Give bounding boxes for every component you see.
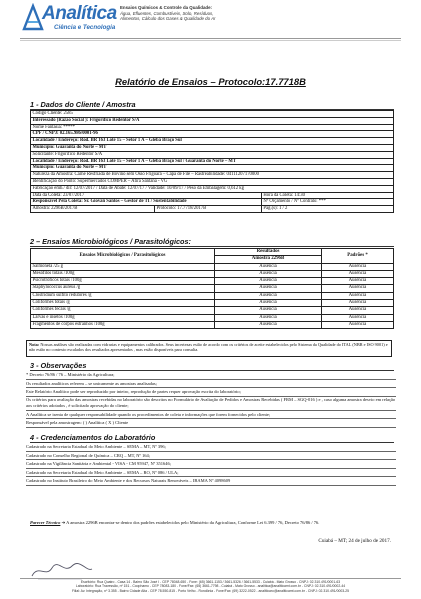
results-table [30, 248, 394, 329]
company-subtitle: Ciência e Tecnologia [54, 24, 116, 31]
table-row [31, 321, 394, 328]
test-standard: Ausência [322, 300, 394, 307]
client-row: Código Cliente: 2585 [31, 111, 394, 118]
test-standard: Ausência [322, 307, 394, 314]
protocol-id: Protocolo: 17.7718/2017B [155, 206, 262, 213]
test-name: Larvas e insetos /100g [31, 314, 215, 321]
calibration-note [26, 340, 392, 357]
test-standard: Ausência [322, 270, 394, 277]
client-row: Natureza da Amostra: Carne Resfriada de Bovino sem Osso Frigoara – Capa de Filé – Rastreabilidade: 04111207170000 [31, 172, 394, 179]
footer-divider [20, 578, 401, 579]
tagline-line-2: Água, Efluentes, Combustíveis, Solo, Resíduos, [120, 10, 214, 16]
test-name: Staphylococcus aureus /g [31, 285, 215, 292]
client-row: Nome Fantasia: ***** [31, 124, 394, 131]
client-data-table [30, 110, 394, 213]
test-name: Psicrotróficos totais /100g [31, 278, 215, 285]
test-result: Ausência [215, 300, 322, 307]
place-date: Cuiabá – MT; 24 de julho de 2017. [318, 538, 391, 544]
footer-branch: Filial: Av. Integração, nº 3.355 - Bairro Cidade Alta - CEP 78.550-815 - Porto Velho - Rondônia - Fone/Fax: (69) 3222-0522 - analiticaro@analiticamt.com.br - CNPJ: 02.310.491/0003-25 [71, 588, 350, 593]
test-standard: Ausência [322, 321, 394, 328]
test-result: Ausência [215, 278, 322, 285]
table-row [31, 292, 394, 299]
client-row: Fabricação emb./ dir: 12/07/2017 / Data de Abate: 12/07/17 / Validade: 10/09/17 / Peso da Embalagem: 0,612 kg [31, 185, 394, 192]
test-name: Fragmentos de corpos estranhos /100g [31, 321, 215, 328]
client-row: Interessado (Razão Social ): Frigorífico Redentor S/A [31, 117, 394, 124]
section-3-heading: 3 - Observações [30, 361, 87, 370]
technical-opinion-label: Parecer Técnico [30, 520, 61, 525]
budget-number: Nº Orçamento / Nº Contrato: *** [261, 199, 393, 206]
section-2-heading: 2 – Ensaios Microbiológicos / Parasitológicos: [30, 237, 191, 246]
credential-item: Cadastrado na Vigilância Sanitária e Ambiental - VISA - CM 95947, Nº 351646; [26, 460, 396, 469]
table-row [31, 270, 394, 277]
table-row [31, 307, 394, 314]
test-result: Ausência [215, 307, 322, 314]
observation-item: * Decreto 76/86 / 76 – Ministério da Agricultura; [26, 371, 396, 380]
test-standard: Ausência [322, 314, 394, 321]
test-standard: Ausência [322, 285, 394, 292]
client-row: Localidade / Endereço: Rod. BR 163 Lote 15 – Setor 1 A – Gleba Braço Sul / Guarantã do Norte – MT [31, 158, 394, 165]
sample-id: Amostra: 2296B/2017B [31, 206, 155, 213]
col-header-sample: Amostra 2296B [215, 256, 322, 263]
test-standard: Ausência [322, 278, 394, 285]
signature-stamp-icon [28, 560, 98, 582]
collect-date: Data da Coleta: 23/07/2017 [31, 192, 262, 199]
observation-item: A Analítica se isenta de qualquer responsabilidade quando os procedimentos de coleta e informações que forem fornecidos pelo cliente; [26, 411, 396, 420]
technical-opinion-text: A amostra 2296B encontra-se dentro dos padrões estabelecidos pelo Ministério da Agricultura, Conforme Lei 6.399 / 76, Decreto 76/86 / 76. [66, 520, 320, 525]
col-header-standard: Padrões * [322, 249, 394, 264]
company-logo [20, 3, 117, 37]
arrow-icon: ➜ [61, 520, 67, 525]
credential-item: Cadastrado no Instituto Brasileiro do Meio Ambiente e dos Recursos Naturais Renováveis – IBAMA Nº 4098609 [26, 477, 396, 486]
page-footer [0, 580, 421, 593]
client-row: Solicitante: Frigorífico Redentor S/A [31, 151, 394, 158]
test-result: Ausência [215, 321, 322, 328]
credential-item: Cadastrado na Secretaria Estadual do Meio Ambiente – SEMA – MT, Nº 396; [26, 443, 396, 452]
observation-item: Os resultados analíticos referem – se unicamente as amostras analisadas; [26, 380, 396, 389]
test-result: Ausência [215, 270, 322, 277]
client-row: Município: Guarantã do Norte – MT [31, 144, 394, 151]
observation-item: Este Relatório Analítico pode ser reproduzido por inteiro, reprodução de partes requer aprovação escrita do laboratório; [26, 388, 396, 397]
page-count: Pág.(s): 1 / 2 [261, 206, 393, 213]
credential-item: Cadastrado na Secretaria Estadual do Meio Ambiente – SEMA – RO, Nº 086 / ULA; [26, 469, 396, 478]
table-row [31, 263, 394, 270]
section-1-heading: 1 - Dados do Cliente / Amostra [30, 100, 136, 109]
col-header-test: Ensaios Microbiológicos / Parasitológicos [31, 249, 215, 264]
tagline-line-1: Ensaios Químicos & Controle da Qualidade: [120, 5, 212, 10]
test-result: Ausência [215, 285, 322, 292]
collect-responsible: Responsável Pela Coleta: Sr. Giovan Santos – Gestor de TI / Sustentabilidade [31, 199, 262, 206]
observations-list [26, 371, 396, 428]
client-row: Município: Guarantã do Norte – MT [31, 165, 394, 172]
collect-time: Hora da Coleta: 14:30 [261, 192, 393, 199]
test-standard: Ausência [322, 263, 394, 270]
note-text: Nossas análises são realizadas com vidrarias e equipamentos calibrados. Seus incertezas estão de acordo com os critérios de aceite estabelecidos pelo Sistema da Qualidade do ITAL (NBR e ISO 9001) e não estão no contexto escalados dos resultados apresentados , mas estão disponíveis para consulta. [29, 342, 388, 353]
test-name: Coliformes totais /g [31, 300, 215, 307]
table-row [31, 285, 394, 292]
table-row [31, 278, 394, 285]
test-name: Coliformes fecais /g [31, 307, 215, 314]
header-divider [20, 38, 401, 39]
client-row: CPF / CNPJ: 02.165.986/0001-96 [31, 131, 394, 138]
section-2-rule [30, 246, 394, 247]
tagline-line-3: Alimentos, Cálculo dos Gases & Qualidade do Ar [120, 16, 216, 22]
header-tagline [120, 5, 260, 22]
table-row [31, 314, 394, 321]
client-row: Identificação do Ponto: Supermercados COMPER – Atira Santana - VG [31, 178, 394, 185]
test-name: Mesófilos totais /100g [31, 270, 215, 277]
header-divider-thin [20, 40, 401, 41]
test-result: Ausência [215, 263, 322, 270]
observation-item: Os critérios para avaliação das amostras recebidas no laboratório são descritos no Formulário de Avaliação de Pedidos e Amostras Recebidas ( FRM – SGQ-016 ) e , caso alguma amostra desvio em relação aos critérios adotados , é solicitado aprovação do cliente; [26, 397, 396, 411]
credential-item: Cadastrado no Conselho Regional de Química – CRQ – MT, Nº 164; [26, 452, 396, 461]
credentials-list [26, 443, 396, 486]
footer-lab: Laboratório: Rua Travessão, nº 151 - Coophamo - CEP 78083-180 - Fone/Fax: (65) 3661-7798 - Cuiabá - Mato Grosso - analitica@analiticamt.com.br - CNPJ: 02.310.491/0002-44 [75, 584, 346, 589]
technical-opinion [30, 520, 390, 526]
test-result: Ausência [215, 314, 322, 321]
report-title: Relatório de Ensaios – Protocolo:17.7718B [115, 76, 306, 87]
col-header-result: Resultados [215, 249, 322, 256]
test-result: Ausência [215, 292, 322, 299]
test-name: Clostridium sulfito redutores /g [31, 292, 215, 299]
table-row [31, 300, 394, 307]
note-label: Nota: [29, 342, 40, 347]
test-standard: Ausência [322, 292, 394, 299]
company-name: Analítica [42, 3, 117, 24]
client-row: Localidade / Endereço: Rod. BR 163 Lote 15 – Setor 1 A – Gleba Braço Sul [31, 138, 394, 145]
observation-item: Responsável pela amostragem: ( ) Analítica ( X ) Cliente [26, 419, 396, 428]
test-name: Salmonela /25 g [31, 263, 215, 270]
footer-office: Escritório: Rua Quatro - Casa 14 - Bairro São José I - CEP 78048-650 - Fone: (65) 3661-1153 / 3661-5326 / 3661-5533 - Cuiabá - Mato Grosso - CNPJ: 02.310.491/0001-63 [80, 580, 341, 584]
section-4-heading: 4 - Credenciamentos do Laboratório [30, 433, 156, 442]
